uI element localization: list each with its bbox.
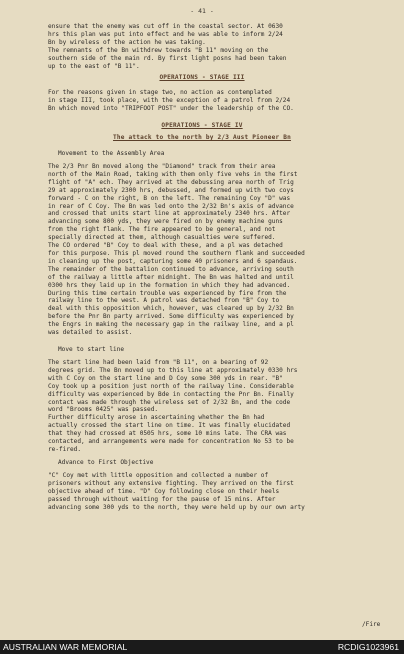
footer-record-id: RCDIG1023961	[337, 642, 399, 652]
text-line: hrs this plan was put into effect and he was able to inform 2/24	[48, 30, 283, 38]
text-line: 29 at approximately 2300 hrs, debussed, and formed up with two coys	[48, 186, 294, 194]
text-line: The CO ordered "B" Coy to deal with these, and a pl was detached	[48, 242, 283, 250]
text-line: advancing some 300 yds to the north, they were held up by our own arty	[48, 503, 305, 511]
text-line: contact was made through the wireless set of 2/32 Bn, and the code	[48, 398, 291, 406]
text-line: actually crossed the start line on time. It was finally elucidated	[48, 422, 291, 430]
text-line: During this time certain trouble was experienced by fire from the	[48, 289, 287, 297]
text-line: the Engrs in making the necessary gap in the railway line, and a pl	[48, 321, 294, 329]
text-line: deal with this opposition which, however, was cleared up by 2/32 Bn	[48, 305, 294, 313]
text-line: re-fired.	[48, 445, 82, 453]
text-line: flight of "A" ech. They arrived at the debussing area north of Trig	[48, 178, 294, 186]
text-line: Bn by wireless of the action he was taking.	[48, 38, 206, 46]
text-line: was detailed to assist.	[48, 329, 133, 337]
text-line: in cleaning up the post, capturing some 40 prisoners and 6 spandaus.	[48, 257, 298, 265]
intro-paragraph	[48, 23, 384, 70]
text-line: "C" Coy met with little opposition and collected a number of	[48, 472, 269, 479]
text-line: advancing some 800 yds, they were fired on by enemy machine guns	[48, 218, 283, 226]
text-line: prisoners without any extensive fighting. They arrived on the first	[48, 479, 294, 487]
startline-heading: Move to start line	[58, 346, 125, 353]
text-line: The remainder of the battalion continued to advance, arriving south	[48, 265, 294, 273]
text-line: that they had crossed at 0505 hrs, some 10 mins late. The CRA was	[48, 430, 287, 438]
stage3-paragraph	[48, 89, 384, 113]
text-line: railway line to the west. A patrol was detached from "B" Coy to	[48, 297, 280, 305]
text-line: with C Coy on the start line and D Coy some 300 yds in rear. "B"	[48, 374, 283, 382]
text-line: of the railway a little after midnight. The Bn was halted and until	[48, 273, 294, 281]
text-line: before the Pnr Bn party arrived. Some difficulty was experienced by	[48, 313, 294, 321]
text-line: 0300 hrs they laid up in the formation in which they had advanced.	[48, 281, 291, 289]
page-number: - 41 -	[190, 7, 214, 15]
text-line: and crossed that units start line at approximately 2340 hrs. After	[48, 210, 291, 218]
text-line: Coy took up a position just north of the railway line. Considerable	[48, 382, 294, 390]
text-line: degrees grid. The Bn moved up to this line at approximately 0330 hrs	[48, 366, 298, 374]
page-turn-marker: /Fire	[362, 621, 381, 628]
text-line: forward - C on the right, B on the left. The remaining Coy "D" was	[48, 194, 291, 202]
objective-paragraph	[48, 472, 384, 512]
text-line: objective ahead of time. "D" Coy following close on their heels	[48, 487, 280, 495]
text-line: difficulty was experienced by Bde in contacting the Pnr Bn. Finally	[48, 390, 294, 398]
text-line: from the right flank. The fire appeared to be general, and not	[48, 226, 276, 234]
archive-footer	[0, 640, 404, 654]
stage3-heading: OPERATIONS - STAGE III	[159, 74, 245, 81]
footer-source: AUSTRALIAN WAR MEMORIAL	[3, 642, 128, 652]
text-line: Bn which moved into "TRIPFOOT POST" under the leadership of the CO.	[48, 104, 294, 112]
text-line: passed through without waiting for the pause of 15 mins. After	[48, 495, 276, 503]
text-line: in rear of C Coy. The Bn was led onto the 2/32 Bn's axis of advance	[48, 202, 294, 210]
assembly-paragraph	[48, 163, 384, 337]
text-line: The remnants of the Bn withdrew towards "B 11" moving on the	[48, 46, 269, 54]
text-line: The start line had been laid from "B 11", on a bearing of 92	[48, 359, 269, 366]
text-line: for this purpose. This pl moved round the southern flank and succeeded	[48, 249, 305, 257]
stage4-subheading: The attack to the north by 2/3 Aust Pioneer Bn	[113, 134, 291, 141]
text-line: ensure that the enemy was cut off in the coastal sector. At 0630	[48, 23, 283, 30]
text-line: up to the east of "B 11".	[48, 62, 140, 70]
startline-paragraph	[48, 359, 384, 454]
text-line: in stage III, took place, with the exception of a patrol from 2/24	[48, 96, 291, 104]
text-line: southern side of the main rd. By first light posns had been taken	[48, 54, 287, 62]
text-line: For the reasons given in stage two, no action as contemplated	[48, 89, 272, 96]
text-line: north of the Main Road, taking with them only five vehs in the first	[48, 170, 298, 178]
text-line: contacted, and arrangements were made for concentration No 53 to be	[48, 438, 294, 446]
stage4-heading: OPERATIONS - STAGE IV	[161, 122, 243, 129]
text-line: Further difficulty arose in ascertaining whether the Bn had	[48, 414, 265, 422]
text-line: word "Brooms 0425" was passed.	[48, 406, 159, 414]
assembly-heading: Movement to the Assembly Area	[58, 150, 165, 157]
objective-heading: Advance to First Objective	[58, 459, 154, 466]
text-line: specially directed at them, although casualties were suffered.	[48, 234, 276, 242]
text-line: The 2/3 Pnr Bn moved along the "Diamond" track from their area	[48, 163, 276, 170]
